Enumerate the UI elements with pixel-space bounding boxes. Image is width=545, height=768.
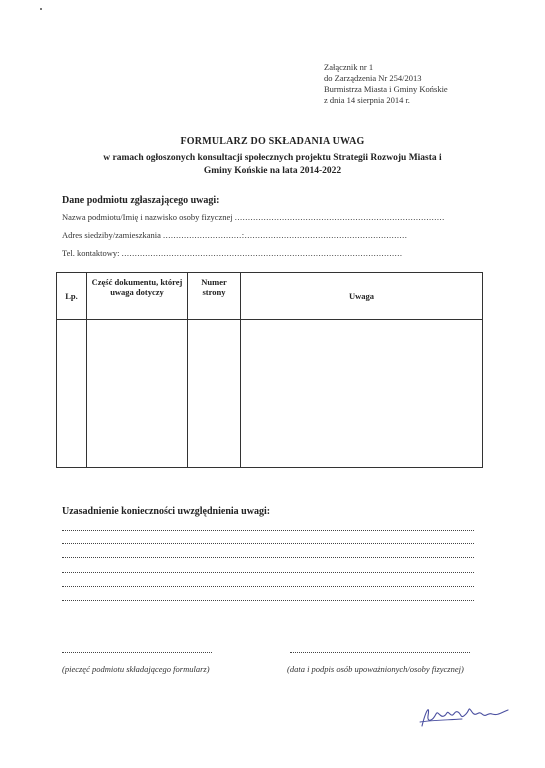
- cell-comment[interactable]: [241, 320, 483, 468]
- justification-line[interactable]: [62, 530, 474, 531]
- scan-mark: [40, 8, 42, 10]
- annex-line: z dnia 14 sierpnia 2014 r.: [324, 95, 410, 105]
- cell-page-number[interactable]: [188, 320, 241, 468]
- cell-lp[interactable]: [57, 320, 87, 468]
- annex-line: do Zarządzenia Nr 254/2013: [324, 73, 422, 83]
- phone-field[interactable]: [62, 248, 472, 258]
- address-dots: ..............................:..............................................................: [163, 230, 408, 240]
- justification-line[interactable]: [62, 586, 474, 587]
- table-header-row: [57, 273, 483, 320]
- justification-line[interactable]: [62, 557, 474, 558]
- form-title: FORMULARZ DO SKŁADANIA UWAG: [180, 136, 365, 147]
- handwritten-signature: [418, 700, 514, 732]
- name-dots: ................................................................................: [234, 212, 445, 222]
- date-signature-line[interactable]: [290, 652, 470, 653]
- stamp-line[interactable]: [62, 652, 212, 653]
- section-heading-justification: Uzasadnienie konieczności uwzględnienia uwagi:: [62, 506, 271, 517]
- subtitle-line: Gminy Końskie na lata 2014-2022: [203, 166, 342, 176]
- comments-table: [56, 272, 483, 468]
- cell-document-part[interactable]: [87, 320, 188, 468]
- address-field[interactable]: [62, 230, 472, 240]
- justification-line[interactable]: [62, 572, 474, 573]
- name-field[interactable]: [62, 212, 472, 222]
- justification-line[interactable]: [62, 543, 474, 544]
- stamp-caption: (pieczęć podmiotu składającego formularz): [62, 664, 210, 674]
- name-label: Nazwa podmiotu/Imię i nazwisko osoby fizycznej: [62, 212, 233, 222]
- annex-line: Burmistrza Miasta i Gminy Końskie: [324, 84, 448, 94]
- header-lp: Lp.: [57, 273, 87, 320]
- phone-dots: ...........................................................................................................: [121, 248, 403, 258]
- header-document-part: Część dokumentu, której uwaga dotyczy: [87, 273, 188, 320]
- phone-label: Tel. kontaktowy:: [62, 248, 120, 258]
- section-heading-applicant: Dane podmiotu zgłaszającego uwagi:: [62, 195, 220, 206]
- date-signature-caption: (data i podpis osób upoważnionych/osoby fizycznej): [287, 664, 464, 674]
- justification-line[interactable]: [62, 600, 474, 601]
- annex-line: Załącznik nr 1: [324, 62, 374, 72]
- annex-header: [324, 62, 448, 106]
- header-page-number: Numer strony: [188, 273, 241, 320]
- form-subtitle: [0, 152, 545, 178]
- table-row[interactable]: [57, 320, 483, 468]
- subtitle-line: w ramach ogłoszonych konsultacji społecznych projektu Strategii Rozwoju Miasta i: [103, 153, 442, 163]
- header-comment: Uwaga: [241, 273, 483, 320]
- address-label: Adres siedziby/zamieszkania: [62, 230, 161, 240]
